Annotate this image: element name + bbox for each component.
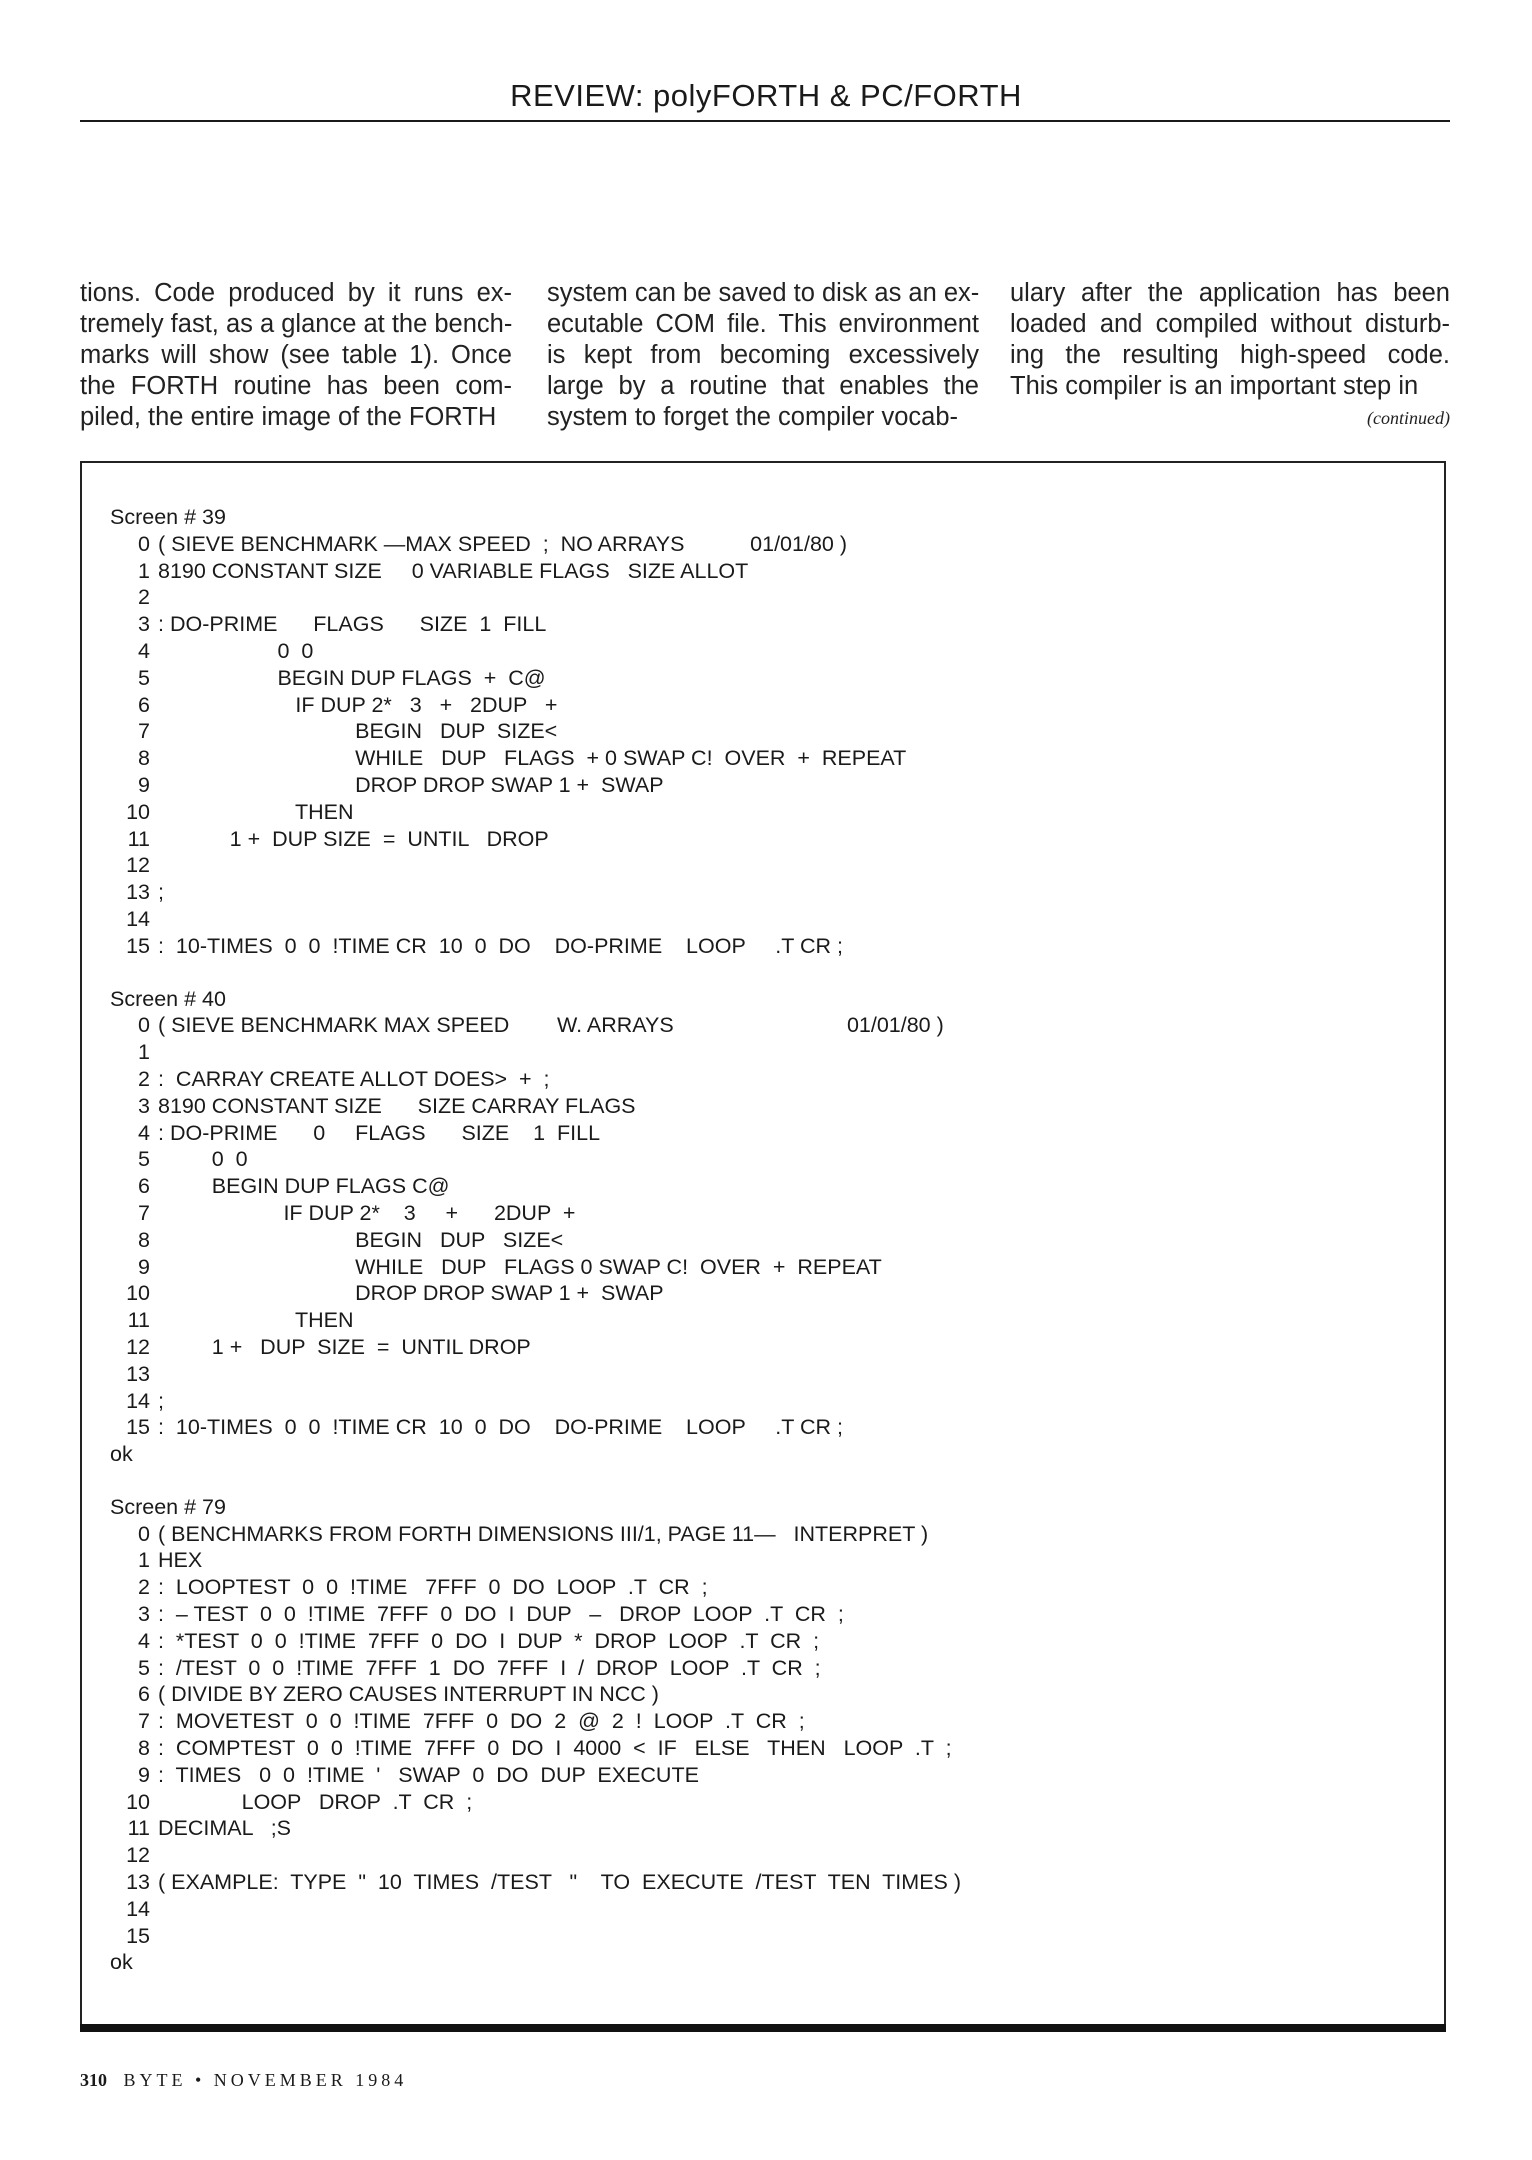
code-text: ;: [158, 880, 164, 905]
text-column-2: [547, 278, 979, 433]
code-line: [110, 1173, 1430, 1200]
text-line: the FORTH routine has been com-: [80, 372, 512, 400]
code-text: ( DIVIDE BY ZERO CAUSES INTERRUPT IN NCC ): [158, 1682, 659, 1707]
line-number: 3: [138, 1602, 150, 1627]
line-number: 6: [138, 1682, 150, 1707]
code-text: : LOOPTEST 0 0 !TIME 7FFF 0 DO LOOP .T CR ;: [158, 1575, 708, 1600]
code-text: : DO-PRIME 0 FLAGS SIZE 1 FILL: [158, 1120, 601, 1145]
code-line: [110, 1601, 1430, 1628]
code-text: THEN: [158, 799, 354, 824]
text-line: large by a routine that enables the: [547, 372, 979, 400]
line-number: 11: [127, 1816, 150, 1841]
code-text: ( EXAMPLE: TYPE " 10 TIMES /TEST " TO EXECUTE /TEST TEN TIMES ): [158, 1870, 962, 1895]
continued-label: (continued): [1367, 408, 1450, 428]
code-line: [110, 584, 1430, 611]
code-text: WHILE DUP FLAGS + 0 SWAP C! OVER + REPEAT: [158, 746, 907, 771]
code-text: DECIMAL ;S: [158, 1816, 292, 1841]
line-number: 9: [138, 1254, 150, 1279]
code-text: : MOVETEST 0 0 !TIME 7FFF 0 DO 2 @ 2 ! LOOP .T CR ;: [158, 1709, 805, 1734]
code-line: [110, 1120, 1430, 1147]
code-line: [110, 1681, 1430, 1708]
code-line: [110, 558, 1430, 585]
code-line: [110, 1735, 1430, 1762]
code-text: 8190 CONSTANT SIZE SIZE CARRAY FLAGS: [158, 1093, 636, 1118]
line-number: 10: [126, 1789, 150, 1814]
line-number: 7: [138, 1200, 150, 1225]
magazine-issue: BYTE • NOVEMBER 1984: [123, 2070, 408, 2090]
code-text: THEN: [158, 1308, 354, 1333]
line-number: 0: [138, 1521, 150, 1546]
code-screen: [110, 504, 1430, 960]
line-number: 1: [138, 1040, 150, 1065]
text-column-3: [1010, 278, 1450, 402]
line-number: 5: [138, 1655, 150, 1680]
code-line: [110, 531, 1430, 558]
code-line: [110, 1146, 1430, 1173]
code-line: [110, 718, 1430, 745]
code-line: [110, 826, 1430, 853]
line-number: 1: [138, 1548, 150, 1573]
text-line: marks will show (see table 1). Once: [80, 341, 512, 369]
code-line: [110, 1842, 1430, 1869]
code-line: [110, 1200, 1430, 1227]
code-text: : TIMES 0 0 !TIME ' SWAP 0 DO DUP EXECUTE: [158, 1762, 699, 1787]
line-number: 5: [138, 665, 150, 690]
code-text: BEGIN DUP FLAGS C@: [158, 1174, 450, 1199]
code-text: : /TEST 0 0 !TIME 7FFF 1 DO 7FFF I / DROP LOOP .T CR ;: [158, 1655, 821, 1680]
text-line: tions. Code produced by it runs ex-: [80, 279, 512, 307]
line-number: 9: [138, 1762, 150, 1787]
line-number: 11: [127, 826, 150, 851]
line-number: 14: [126, 906, 150, 931]
code-line: [110, 1388, 1430, 1415]
code-text: 0 0: [158, 1147, 248, 1172]
code-line: [110, 1574, 1430, 1601]
line-number: 6: [138, 1174, 150, 1199]
code-text: LOOP DROP .T CR ;: [158, 1789, 473, 1814]
text-line: ing the resulting high-speed code.: [1010, 341, 1450, 369]
code-text: : – TEST 0 0 !TIME 7FFF 0 DO I DUP – DROP LOOP .T CR ;: [158, 1602, 844, 1627]
code-line: [110, 1815, 1430, 1842]
code-line: [110, 745, 1430, 772]
line-number: 14: [126, 1388, 150, 1413]
page-footer: [80, 2070, 407, 2091]
line-number: 7: [138, 719, 150, 744]
code-line: [110, 665, 1430, 692]
line-number: 13: [126, 1870, 150, 1895]
code-text: : COMPTEST 0 0 !TIME 7FFF 0 DO I 4000 < IF ELSE THEN LOOP .T ;: [158, 1736, 952, 1761]
line-number: 3: [138, 1093, 150, 1118]
line-number: 6: [138, 692, 150, 717]
line-number: 4: [138, 638, 150, 663]
code-line: [110, 1547, 1430, 1574]
ok-prompt: ok: [110, 1950, 133, 1975]
line-number: 13: [126, 880, 150, 905]
line-number: 13: [126, 1361, 150, 1386]
code-line: [110, 1628, 1430, 1655]
code-line: [110, 1066, 1430, 1093]
line-number: 15: [126, 933, 150, 958]
text-line: tremely fast, as a glance at the bench-: [80, 310, 512, 338]
running-header: REVIEW: polyFORTH & PC/FORTH: [510, 78, 1022, 113]
code-text: : 10-TIMES 0 0 !TIME CR 10 0 DO DO-PRIME LOOP .T CR ;: [158, 933, 843, 958]
code-line: [110, 1414, 1430, 1441]
code-line: [110, 1869, 1430, 1896]
code-text: : DO-PRIME FLAGS SIZE 1 FILL: [158, 612, 547, 637]
code-text: 1 + DUP SIZE = UNTIL DROP: [158, 826, 549, 851]
code-line: [110, 1012, 1430, 1039]
line-number: 15: [126, 1923, 150, 1948]
code-listing: [110, 504, 1430, 2002]
line-number: 2: [138, 585, 150, 610]
code-text: 8190 CONSTANT SIZE 0 VARIABLE FLAGS SIZE ALLOT: [158, 558, 749, 583]
code-text: ;: [158, 1388, 164, 1413]
code-text: 1 + DUP SIZE = UNTIL DROP: [158, 1334, 531, 1359]
line-number: 9: [138, 772, 150, 797]
code-line: [110, 799, 1430, 826]
line-number: 15: [126, 1415, 150, 1440]
code-line: [110, 1307, 1430, 1334]
line-number: 12: [126, 1334, 150, 1359]
code-line: [110, 1227, 1430, 1254]
code-text: : CARRAY CREATE ALLOT DOES> + ;: [158, 1066, 550, 1091]
code-line: [110, 1093, 1430, 1120]
code-text: IF DUP 2* 3 + 2DUP +: [158, 1200, 576, 1225]
text-line: system to forget the compiler vocab-: [547, 403, 959, 431]
text-line: is kept from becoming excessively: [547, 341, 979, 369]
line-number: 10: [126, 799, 150, 824]
code-line: [110, 1039, 1430, 1066]
code-text: HEX: [158, 1548, 203, 1573]
line-number: 12: [126, 853, 150, 878]
code-text: WHILE DUP FLAGS 0 SWAP C! OVER + REPEAT: [158, 1254, 882, 1279]
text-line: system can be saved to disk as an ex-: [547, 279, 979, 307]
code-text: ( BENCHMARKS FROM FORTH DIMENSIONS III/1, PAGE 11— INTERPRET ): [158, 1521, 929, 1546]
code-line: [110, 1789, 1430, 1816]
screen-title: Screen # 39: [110, 505, 226, 529]
code-text: BEGIN DUP SIZE<: [158, 1227, 564, 1252]
screen-title: Screen # 79: [110, 1494, 226, 1519]
line-number: 7: [138, 1709, 150, 1734]
line-number: 5: [138, 1147, 150, 1172]
code-text: 0 0: [158, 638, 314, 663]
code-text: BEGIN DUP FLAGS + C@: [158, 665, 546, 690]
code-text: BEGIN DUP SIZE<: [158, 719, 558, 744]
text-line: This compiler is an important step in: [1010, 372, 1419, 400]
text-line: ulary after the application has been: [1010, 279, 1450, 307]
line-number: 2: [138, 1575, 150, 1600]
line-number: 1: [138, 558, 150, 583]
code-text: : 10-TIMES 0 0 !TIME CR 10 0 DO DO-PRIME LOOP .T CR ;: [158, 1415, 843, 1440]
code-line: [110, 1334, 1430, 1361]
code-text: : *TEST 0 0 !TIME 7FFF 0 DO I DUP * DROP LOOP .T CR ;: [158, 1628, 820, 1653]
code-line: [110, 1896, 1430, 1923]
page-number: 310: [80, 2070, 107, 2090]
code-line: [110, 772, 1430, 799]
text-line: ecutable COM file. This environment: [547, 310, 979, 338]
line-number: 4: [138, 1120, 150, 1145]
line-number: 0: [138, 531, 150, 556]
line-number: 4: [138, 1628, 150, 1653]
code-line: [110, 852, 1430, 879]
code-line: [110, 1708, 1430, 1735]
line-number: 11: [127, 1308, 150, 1333]
code-screen: [110, 986, 1430, 1468]
code-line: [110, 933, 1430, 960]
text-line: piled, the entire image of the FORTH: [80, 403, 497, 431]
code-line: [110, 1923, 1430, 1950]
line-number: 3: [138, 612, 150, 637]
code-text: IF DUP 2* 3 + 2DUP +: [158, 692, 558, 717]
code-listing-bottom-rule: [80, 2024, 1446, 2032]
ok-prompt: ok: [110, 1442, 133, 1467]
line-number: 2: [138, 1066, 150, 1091]
header-rule: [80, 120, 1450, 122]
text-line: loaded and compiled without disturb-: [1010, 310, 1450, 338]
code-line: [110, 1762, 1430, 1789]
code-line: [110, 906, 1430, 933]
screen-title: Screen # 40: [110, 986, 226, 1011]
line-number: 8: [138, 1227, 150, 1252]
code-line: [110, 1361, 1430, 1388]
line-number: 8: [138, 1736, 150, 1761]
code-line: [110, 1521, 1430, 1548]
code-text: ( SIEVE BENCHMARK MAX SPEED W. ARRAYS 01/01/80 ): [158, 1013, 944, 1038]
line-number: 8: [138, 746, 150, 771]
code-line: [110, 1655, 1430, 1682]
code-line: [110, 1280, 1430, 1307]
code-text: DROP DROP SWAP 1 + SWAP: [158, 772, 664, 797]
code-line: [110, 692, 1430, 719]
code-line: [110, 1254, 1430, 1281]
code-line: [110, 611, 1430, 638]
line-number: 10: [126, 1281, 150, 1306]
code-text: ( SIEVE BENCHMARK —MAX SPEED ; NO ARRAYS 01/01/80 ): [158, 531, 847, 556]
code-line: [110, 879, 1430, 906]
code-line: [110, 638, 1430, 665]
line-number: 0: [138, 1013, 150, 1038]
line-number: 14: [126, 1896, 150, 1921]
code-text: DROP DROP SWAP 1 + SWAP: [158, 1281, 664, 1306]
line-number: 12: [126, 1843, 150, 1868]
text-column-1: [80, 278, 512, 433]
code-screen: [110, 1494, 1430, 1976]
